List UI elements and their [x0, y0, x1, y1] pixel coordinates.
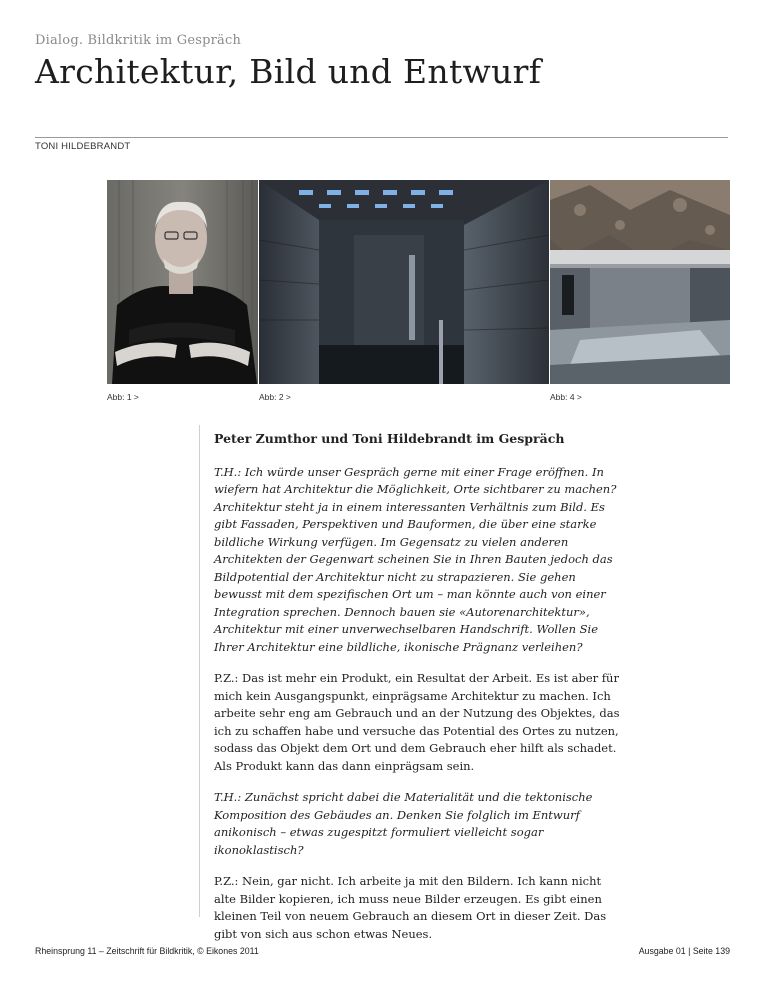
paragraph-line: Architektur steht ja in einem interessanten Verhältnis zum Bild. Es: [214, 499, 605, 514]
question-paragraph: [214, 789, 654, 859]
paragraph-line: anikonisch – etwas zugespitzt formuliert vielleicht sogar: [214, 825, 544, 839]
paragraph-line: bildliche Wirkung verfügen. Im Gegensatz zu vielen anderen: [214, 534, 569, 549]
paragraph-line: Architekten der Gegenwart scheinen Sie in Ihren Bauten jedoch das: [214, 552, 613, 566]
figure-2-interior-photo[interactable]: [259, 180, 549, 384]
answer-paragraph: [214, 670, 654, 775]
paragraph-line: Als Produkt kann das dann einprägsam sein.: [214, 758, 475, 773]
answer-paragraph: [214, 873, 654, 943]
footer-page-number: Ausgabe 01 | Seite 139: [638, 946, 730, 956]
paragraph-line: P.Z.: Nein, gar nicht. Ich arbeite ja mit den Bildern. Ich kann nicht: [214, 874, 602, 888]
paragraph-line: bewusst mit dem spezifischen Ort um – man könnte auch von einer: [214, 587, 606, 601]
title-rule: [35, 137, 728, 138]
question-paragraph: [214, 464, 654, 657]
article-body: [214, 464, 654, 944]
paragraph-line: Integration sprechen. Dennoch bauen sie «Autorenarchitektur»,: [214, 604, 590, 619]
paragraph-line: gibt von sich aus schon etwas Neues.: [214, 926, 433, 941]
portrait-image: [107, 180, 258, 384]
paragraph-line: sodass das Objekt dem Ort und dem Gebrauch eher hilft als schadet.: [214, 741, 617, 755]
figure-2-caption[interactable]: Abb: 2 >: [259, 392, 291, 402]
paragraph-line: T.H.: Ich würde unser Gespräch gerne mit einer Frage eröffnen. In: [214, 464, 604, 479]
interior-image: [259, 180, 549, 384]
paragraph-line: mich kein Ausgangspunkt, einprägsame Architektur zu machen. Ich: [214, 688, 611, 703]
paragraph-line: Architektur mit einer unverwechselbaren Handschrift. Wollen Sie: [214, 622, 599, 636]
paragraph-line: ich zu schaffen habe und versuche das Potential des Ortes zu nutzen,: [214, 723, 619, 738]
figure-1-portrait-photo[interactable]: [107, 180, 258, 384]
paragraph-line: T.H.: Zunächst spricht dabei die Materialität und die tektonische: [214, 790, 593, 804]
interview-article: [214, 430, 654, 957]
article-heading: Peter Zumthor und Toni Hildebrandt im Gespräch: [214, 431, 565, 446]
paragraph-line: P.Z.: Das ist mehr ein Produkt, ein Resultat der Arbeit. Es ist aber für: [214, 671, 619, 685]
exterior-image: [550, 180, 730, 384]
figure-4-exterior-photo[interactable]: [550, 180, 730, 384]
paragraph-line: Bildpotential der Architektur nicht zu strapazieren. Sie gehen: [214, 569, 576, 584]
figure-4-caption[interactable]: Abb: 4 >: [550, 392, 582, 402]
paragraph-line: alte Bilder kopieren, ich muss neue Bilder erzeugen. Es gibt einen: [214, 891, 602, 906]
paragraph-line: gibt Fassaden, Perspektiven und Bauformen, die über eine starke: [214, 517, 597, 531]
page-title: Architektur, Bild und Entwurf: [35, 52, 542, 91]
paragraph-line: Ihrer Architektur eine bildliche, ikonische Prägnanz verleihen?: [214, 639, 583, 654]
paragraph-line: Komposition des Gebäudes an. Denken Sie folglich im Entwurf: [214, 807, 580, 822]
figure-1-caption[interactable]: Abb: 1 >: [107, 392, 139, 402]
paragraph-line: wiefern hat Architektur die Möglichkeit, Orte sichtbarer zu machen?: [214, 482, 617, 496]
paragraph-line: ikonoklastisch?: [214, 842, 304, 857]
series-title: Dialog. Bildkritik im Gespräch: [35, 33, 242, 48]
paragraph-line: kleinen Teil von neuem Gebrauch an diesem Ort in dieser Zeit. Das: [214, 909, 607, 923]
footer-publication: Rheinsprung 11 – Zeitschrift für Bildkritik, © Eikones 2011: [35, 946, 259, 956]
paragraph-line: arbeite sehr eng am Gebrauch und an der Nutzung des Objektes, das: [214, 706, 620, 720]
article-margin-line: [199, 425, 200, 917]
author-name: TONI HILDEBRANDT: [35, 141, 131, 152]
